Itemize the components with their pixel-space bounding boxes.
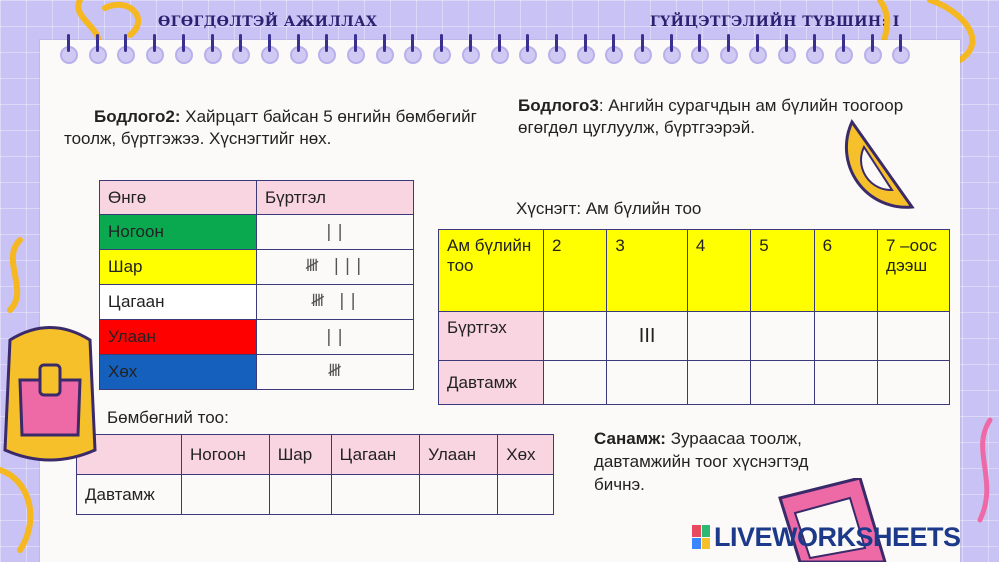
family-col-header: 6	[814, 230, 877, 312]
ball-frequency-input[interactable]	[420, 475, 498, 515]
tally-header-color: Өнгө	[100, 181, 257, 215]
family-frequency-input[interactable]	[687, 361, 750, 405]
note-text: Зураасаа тоолж, давтамжийн тоог хүснэгтэд бичнэ.	[594, 429, 809, 494]
tally-color-cell: Цагаан	[100, 285, 257, 320]
spiral-ring	[462, 46, 480, 64]
spiral-ring	[577, 46, 595, 64]
logo-mark-icon	[692, 525, 710, 549]
tally-color-cell: Шар	[100, 250, 257, 285]
family-col-header: 5	[751, 230, 814, 312]
ball-table-caption: Бөмбөгний тоо:	[107, 408, 229, 427]
tally-color-cell: Улаан	[100, 320, 257, 355]
tally-marks: ||	[257, 320, 414, 355]
tally-marks: ||	[257, 215, 414, 250]
spiral-ring	[835, 46, 853, 64]
spiral-ring	[663, 46, 681, 64]
spiral-ring	[634, 46, 652, 64]
backpack-icon	[0, 320, 100, 470]
ball-col-header: Шар	[269, 435, 331, 475]
spiral-ring	[204, 46, 222, 64]
family-record-input[interactable]: III	[607, 312, 688, 361]
spiral-ring	[261, 46, 279, 64]
spiral-ring	[347, 46, 365, 64]
ball-frequency-input[interactable]	[182, 475, 270, 515]
spiral-ring	[778, 46, 796, 64]
spiral-ring	[864, 46, 882, 64]
task3-text: : Ангийн сурагчдын ам бүлийн тоогоор өгөгдөл цуглуулж, бүртгээрэй.	[518, 96, 904, 137]
family-col-header: 3	[607, 230, 688, 312]
family-frequency-input[interactable]	[751, 361, 814, 405]
ball-col-header: Ногоон	[182, 435, 270, 475]
tally-marks: 𝍸 ||	[257, 285, 414, 320]
task3-title: Бодлого3	[518, 96, 599, 115]
ball-frequency-input[interactable]	[498, 475, 554, 515]
tally-color-cell: Хөх	[100, 355, 257, 390]
spiral-ring	[60, 46, 78, 64]
family-row-label-frequency: Давтамж	[439, 361, 544, 405]
spiral-ring	[89, 46, 107, 64]
family-col-header: 2	[544, 230, 607, 312]
header-left: ӨГӨГДӨЛТЭЙ АЖИЛЛАХ	[158, 14, 378, 30]
tally-header-record: Бүртгэл	[257, 181, 414, 215]
family-record-input[interactable]	[751, 312, 814, 361]
family-frequency-input[interactable]	[878, 361, 950, 405]
family-col-header: 4	[687, 230, 750, 312]
ball-frequency-table	[76, 434, 554, 515]
family-table-caption: Хүснэгт: Ам бүлийн тоо	[516, 199, 702, 218]
protractor-icon	[832, 112, 922, 220]
ball-frequency-input[interactable]	[331, 475, 420, 515]
task2-instruction	[64, 106, 484, 150]
family-frequency-input[interactable]	[814, 361, 877, 405]
ball-row-label: Давтамж	[77, 475, 182, 515]
ball-col-header: Цагаан	[331, 435, 420, 475]
tally-table	[99, 180, 414, 390]
family-row-label-record: Бүртгэх	[439, 312, 544, 361]
ball-col-header: Хөх	[498, 435, 554, 475]
note-title: Санамж:	[594, 429, 666, 448]
spiral-ring	[749, 46, 767, 64]
tally-marks: 𝍸 |||	[257, 250, 414, 285]
family-record-input[interactable]	[878, 312, 950, 361]
family-record-input[interactable]	[687, 312, 750, 361]
spiral-ring	[376, 46, 394, 64]
spiral-ring	[433, 46, 451, 64]
family-size-table	[438, 229, 950, 405]
family-record-input[interactable]	[544, 312, 607, 361]
spiral-ring	[175, 46, 193, 64]
spiral-ring	[146, 46, 164, 64]
ball-frequency-input[interactable]	[269, 475, 331, 515]
liveworksheets-logo	[692, 522, 961, 552]
family-head-label: Ам бүлийн тоо	[439, 230, 544, 312]
family-col-header: 7 –оос дээш	[878, 230, 950, 312]
task2-text: Хайрцагт байсан 5 өнгийн бөмбөгийг тоолж, бүртгэжээ. Хүснэгтийг нөх.	[64, 107, 477, 148]
spiral-ring	[720, 46, 738, 64]
task2-title: Бодлого2:	[94, 107, 181, 126]
spiral-ring	[491, 46, 509, 64]
family-record-input[interactable]	[814, 312, 877, 361]
tally-marks: 𝍸	[257, 355, 414, 390]
spiral-ring	[548, 46, 566, 64]
ball-col-header: Улаан	[420, 435, 498, 475]
spiral-ring	[290, 46, 308, 64]
header-right: ГҮЙЦЭТГЭЛИЙН ТҮВШИН: I	[650, 14, 900, 30]
tally-color-cell: Ногоон	[100, 215, 257, 250]
family-frequency-input[interactable]	[544, 361, 607, 405]
family-frequency-input[interactable]	[607, 361, 688, 405]
brand-name: LIVEWORKSHEETS	[714, 521, 961, 552]
